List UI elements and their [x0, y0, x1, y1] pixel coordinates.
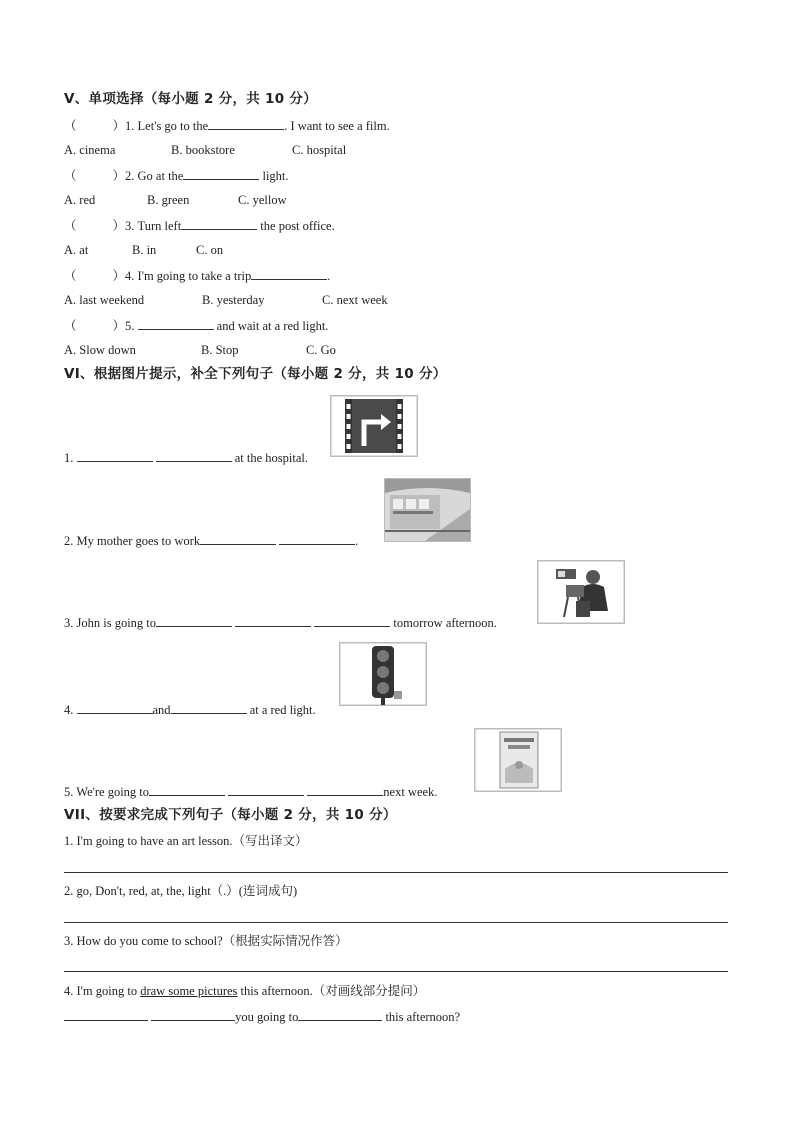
sentence-text-mid: and — [152, 703, 171, 717]
answer-blank[interactable] — [200, 532, 276, 545]
answer-blank[interactable] — [149, 783, 225, 796]
answer-text-mid: you going to — [235, 1010, 299, 1024]
answer-blank[interactable] — [208, 117, 284, 130]
option-c[interactable]: C. Go — [306, 343, 336, 357]
question-7-2: 2. go, Don't, red, at, the, light（.）(连词成句) — [64, 884, 298, 898]
answer-blank[interactable] — [183, 167, 259, 180]
question-text-end: the post office. — [257, 219, 335, 233]
sentence-text-end: . — [355, 534, 359, 548]
option-b[interactable]: B. bookstore — [171, 143, 235, 157]
answer-line[interactable] — [64, 872, 728, 873]
question-text: 2. Go at the — [125, 169, 184, 183]
subway-train-icon — [384, 478, 471, 542]
answer-blank[interactable] — [171, 701, 247, 714]
question-7-1: 1. I'm going to have an art lesson.（写出译文） — [64, 834, 308, 848]
question-text-end: and wait at a red light. — [213, 319, 329, 333]
option-c[interactable]: C. on — [196, 243, 224, 257]
traffic-light-icon — [339, 642, 427, 706]
question-5-5 — [64, 317, 328, 334]
option-c[interactable]: C. hospital — [292, 143, 347, 157]
answer-7-4 — [64, 1008, 460, 1025]
sentence-6-5 — [64, 783, 437, 800]
options-5-3 — [64, 242, 223, 258]
answer-blank[interactable] — [77, 701, 153, 714]
sentence-text: 4. — [64, 703, 77, 717]
paren-close: ） — [112, 219, 126, 233]
sentence-6-3 — [64, 614, 497, 631]
answer-blank[interactable] — [138, 317, 214, 330]
paren-close: ） — [112, 269, 126, 283]
question-text: 3. Turn left — [125, 219, 182, 233]
options-5-1 — [64, 142, 346, 158]
answer-blank[interactable] — [151, 1008, 235, 1021]
options-5-5 — [64, 342, 336, 358]
answer-blank[interactable] — [298, 1008, 382, 1021]
answer-blank[interactable] — [181, 217, 257, 230]
option-a[interactable]: A. red — [64, 193, 96, 207]
sentence-6-4 — [64, 701, 316, 718]
option-a[interactable]: A. cinema — [64, 143, 116, 157]
answer-blank[interactable] — [314, 614, 390, 627]
answer-line[interactable] — [64, 922, 728, 923]
question-5-1 — [64, 117, 390, 134]
answer-blank[interactable] — [235, 614, 311, 627]
option-a[interactable]: A. Slow down — [64, 343, 136, 357]
sentence-6-1 — [64, 449, 308, 466]
paren-open: （ — [64, 269, 77, 283]
paren-open: （ — [64, 219, 77, 233]
option-b[interactable]: B. green — [147, 193, 190, 207]
question-5-2 — [64, 167, 289, 184]
answer-blank[interactable] — [156, 449, 232, 462]
sentence-text: 3. John is going to — [64, 616, 157, 630]
section-5-title: V、单项选择（每小题 2 分，共 10 分） — [64, 91, 318, 107]
sentence-text-end: next week. — [383, 785, 438, 799]
question-text: 4. I'm going to — [64, 984, 141, 998]
option-a[interactable]: A. at — [64, 243, 89, 257]
sentence-text-end: tomorrow afternoon. — [390, 616, 497, 630]
option-b[interactable]: B. in — [132, 243, 157, 257]
paren-close: ） — [112, 169, 126, 183]
question-text: 1. Let's go to the — [125, 119, 209, 133]
answer-blank[interactable] — [77, 449, 153, 462]
option-a[interactable]: A. last weekend — [64, 293, 145, 307]
sentence-6-2 — [64, 532, 358, 549]
question-7-3: 3. How do you come to school?（根据实际情况作答） — [64, 934, 348, 948]
question-text-end: . I want to see a film. — [284, 119, 390, 133]
option-b[interactable]: B. Stop — [201, 343, 239, 357]
answer-blank[interactable] — [156, 614, 232, 627]
paren-close: ） — [112, 119, 126, 133]
sentence-text: 2. My mother goes to work — [64, 534, 201, 548]
answer-blank[interactable] — [251, 267, 327, 280]
paren-close: ） — [112, 319, 126, 333]
sentence-text-end: at a red light. — [246, 703, 316, 717]
man-with-camera-icon — [537, 560, 625, 624]
question-5-3 — [64, 217, 335, 234]
question-text: 5. — [125, 319, 138, 333]
question-text: 4. I'm going to take a trip — [125, 269, 252, 283]
option-b[interactable]: B. yesterday — [202, 293, 265, 307]
question-7-4 — [64, 983, 425, 999]
option-c[interactable]: C. yellow — [238, 193, 287, 207]
paren-open: （ — [64, 169, 77, 183]
answer-blank[interactable] — [307, 783, 383, 796]
question-text-end: light. — [259, 169, 289, 183]
sentence-text: 1. — [64, 451, 77, 465]
answer-blank[interactable] — [279, 532, 355, 545]
answer-blank[interactable] — [64, 1008, 148, 1021]
option-c[interactable]: C. next week — [322, 293, 388, 307]
answer-line[interactable] — [64, 971, 728, 972]
question-text-end: this afternoon.（对画线部分提问） — [237, 984, 426, 998]
question-text-end: . — [327, 269, 331, 283]
book-cover-icon — [474, 728, 562, 792]
sentence-text: 5. We're going to — [64, 785, 150, 799]
turn-right-sign-icon — [330, 395, 418, 457]
answer-text-end: this afternoon? — [382, 1010, 461, 1024]
paren-open: （ — [64, 319, 77, 333]
options-5-2 — [64, 192, 287, 208]
options-5-4 — [64, 292, 388, 308]
paren-open: （ — [64, 119, 77, 133]
section-7-title: VII、按要求完成下列句子（每小题 2 分，共 10 分） — [64, 807, 397, 823]
section-6-title: VI、根据图片提示，补全下列句子（每小题 2 分，共 10 分） — [64, 366, 447, 382]
answer-blank[interactable] — [228, 783, 304, 796]
underlined-phrase: draw some pictures — [140, 984, 238, 998]
question-5-4 — [64, 267, 330, 284]
sentence-text-end: at the hospital. — [231, 451, 308, 465]
